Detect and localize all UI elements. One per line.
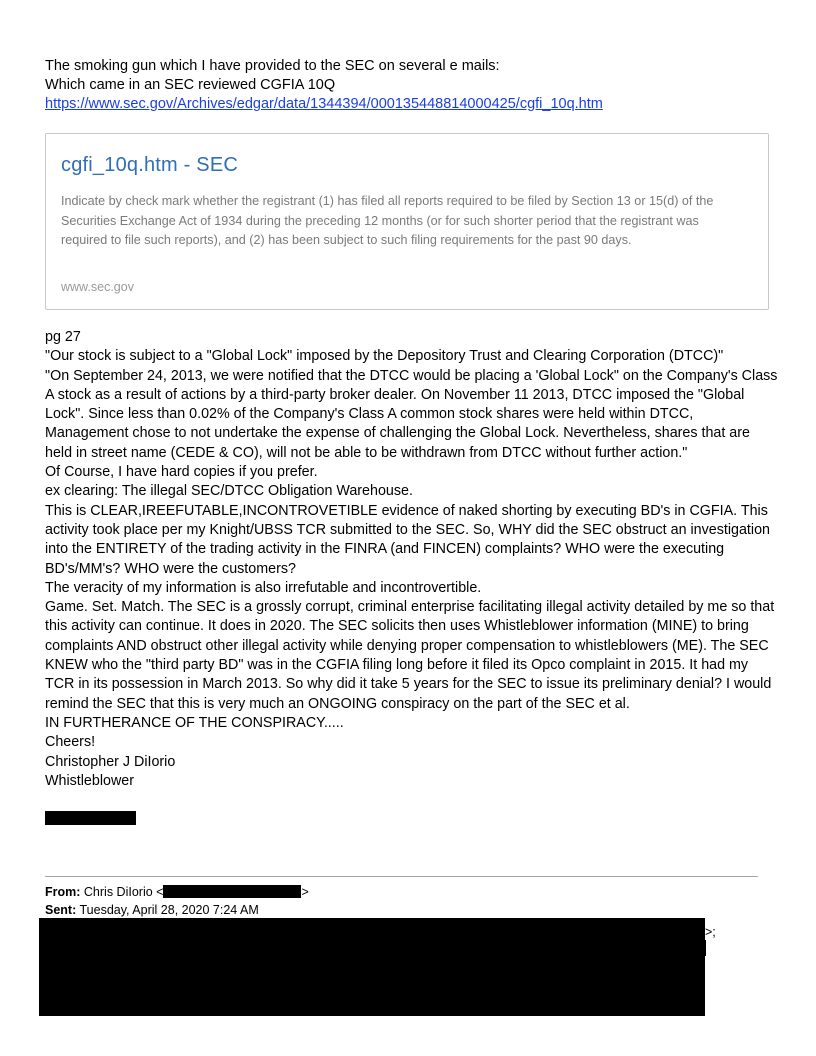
link-preview-card[interactable] xyxy=(45,133,769,310)
redacted-email xyxy=(163,885,301,898)
paragraph: Of Course, I have hard copies if you prefer. xyxy=(45,464,318,481)
from-value: Chris DiIorio < xyxy=(83,885,164,899)
paragraph: IN FURTHERANCE OF THE CONSPIRACY..... xyxy=(45,714,344,731)
from-close: > xyxy=(301,885,309,899)
intro-line-1: The smoking gun which I have provided to the SEC on several e mails: xyxy=(45,58,500,74)
sent-label: Sent: xyxy=(45,903,77,917)
from-label: From: xyxy=(45,885,81,899)
redacted-recipients-block xyxy=(39,918,705,1016)
paragraph: "Our stock is subject to a "Global Lock" imposed by the Depository Trust and Clearing Corporation (DTCC)" xyxy=(45,348,724,365)
divider xyxy=(45,876,758,877)
sent-line xyxy=(45,903,259,917)
signature-name: Christopher J DiIorio xyxy=(45,753,176,770)
signature-title: Whistleblower xyxy=(45,772,134,789)
paragraph: This is CLEAR,IREEFUTABLE,INCONTROVETIBLE evidence of naked shorting by executing BD's in CGFIA. This activity took place per my Knight/UBSS TCR submitted to the SEC. So, WHY did the SEC obstruct an investigation into the ENTIRETY of the trading activity in the FINRA (and FINCEN) complaints? WHO were the executing BD's/MM's? WHO were the customers? xyxy=(45,502,770,577)
signature-closing: Cheers! xyxy=(45,734,96,751)
sent-value: Tuesday, April 28, 2020 7:24 AM xyxy=(79,903,259,917)
intro xyxy=(45,57,775,114)
paragraph: "On September 24, 2013, we were notified that the DTCC would be placing a 'Global Lock" on the Company's Class A stock as a result of actions by a third-party broker dealer. On November 11 2013, DTCC imposed the "Global Lock". Since less than 0.02% of the Company's Class A common stock shares were held within DTCC, Management chose to not undertake the expense of challenging the Global Lock. Nevertheless, shares that are held in street name (CEDE & CO), will not be able to be withdrawn from DTCC without further action." xyxy=(45,367,778,461)
preview-description: Indicate by check mark whether the registrant (1) has filed all reports required to be filed by Section 13 or 15(d) of the Securities Exchange Act of 1934 during the preceding 12 months (or for such shorter period that the registrant was required to file such reports), and (2) has been subject to such filing requirements for the past 90 days. xyxy=(61,194,714,247)
paragraph: ex clearing: The illegal SEC/DTCC Obligation Warehouse. xyxy=(45,483,413,500)
paragraph: Game. Set. Match. The SEC is a grossly corrupt, criminal enterprise facilitating illegal activity detailed by me so that this activity can continue. It does in 2020. The SEC solicits then uses Whistleblower information (MINE) to bring complaints AND obstruct other illegal activity while denying proper compensation to whistleblowers (ME). The SEC KNEW who the "third party BD" was in the CGFIA filing long before it filed its Opco complaint in 2015. It had my TCR in its possession in March 2013. So why did it take 5 years for the SEC to issue its preliminary denial? I would remind the SEC that this is very much an ONGOING conspiracy on the part of the SEC et al. xyxy=(45,599,775,712)
to-tail: >; xyxy=(705,925,716,939)
sec-filing-link[interactable]: https://www.sec.gov/Archives/edgar/data/1344394/000135448814000425/cgfi_10q.htm xyxy=(45,96,603,112)
redacted-block xyxy=(45,811,136,825)
paragraph: The veracity of my information is also irrefutable and incontrovertible. xyxy=(45,579,482,596)
paragraph: pg 27 xyxy=(45,329,81,345)
preview-title[interactable]: cgfi_10q.htm - SEC xyxy=(61,154,239,176)
email-body xyxy=(45,328,780,791)
preview-domain: www.sec.gov xyxy=(61,280,134,294)
intro-line-2: Which came in an SEC reviewed CGFIA 10Q xyxy=(45,77,336,93)
redacted-block xyxy=(702,940,706,956)
from-line xyxy=(45,885,309,899)
